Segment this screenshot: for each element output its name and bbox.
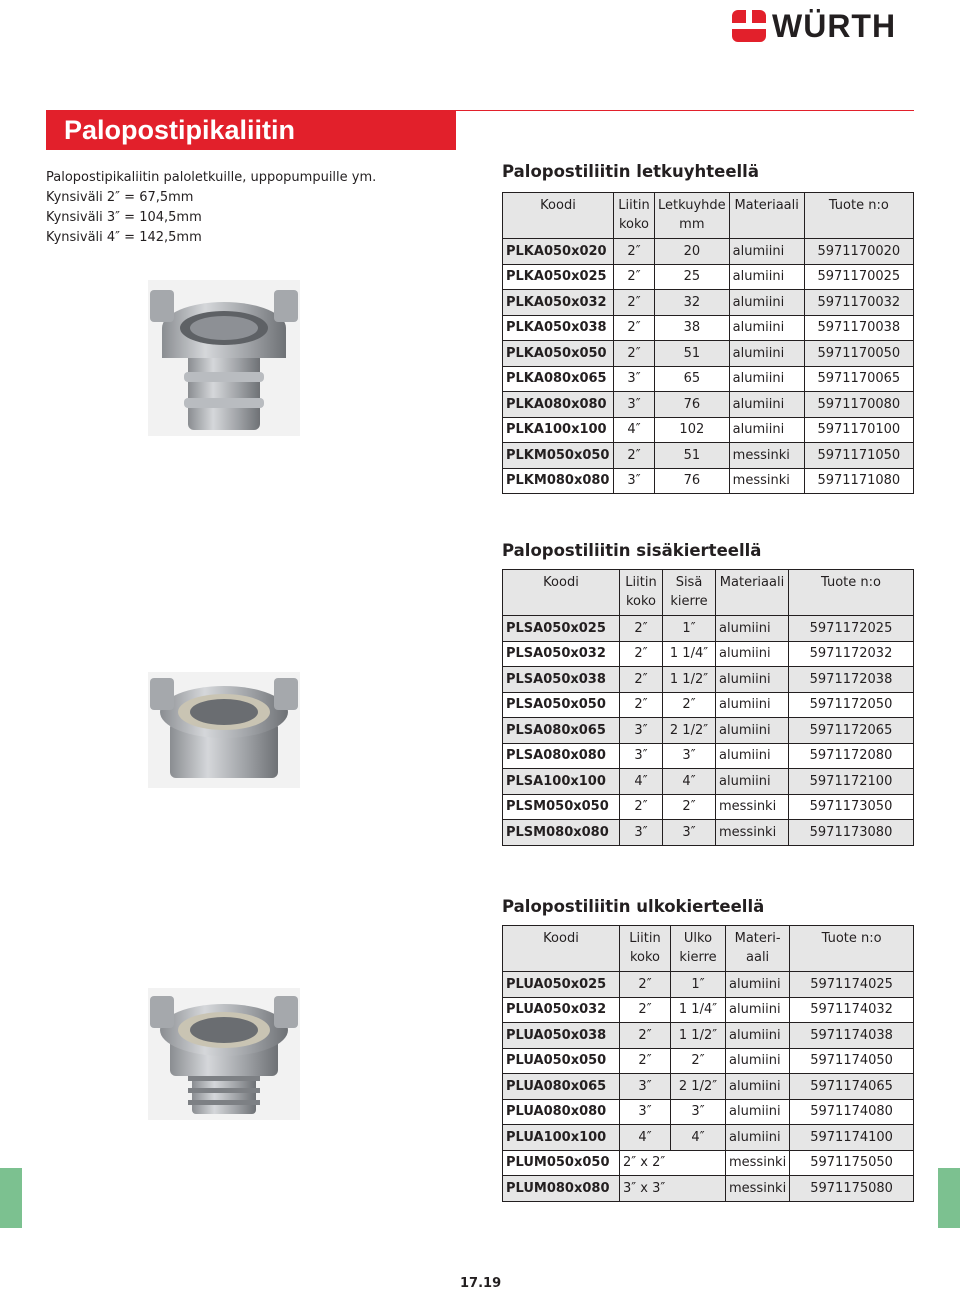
spec-cell: 32 — [655, 290, 730, 316]
intro-line: Kynsiväli 4″ = 142,5mm — [46, 230, 202, 245]
code-cell: PLSA050x032 — [503, 641, 620, 667]
spec-cell: 3″ — [663, 820, 716, 846]
product-number-cell: 5971174025 — [790, 972, 914, 998]
size-cell: 2″ x 2″ — [620, 1150, 726, 1176]
size-cell: 3″ x 3″ — [620, 1176, 726, 1202]
spec-cell: 1 1/2″ — [671, 1023, 726, 1049]
intro-text — [46, 168, 376, 248]
product-number-cell: 5971174032 — [790, 997, 914, 1023]
spec-cell: 76 — [655, 468, 730, 494]
size-cell: 3″ — [620, 820, 663, 846]
table-row — [503, 794, 914, 820]
size-cell: 2″ — [614, 341, 655, 367]
column-header: Tuote n:o — [804, 193, 913, 239]
material-cell: alumiini — [726, 1048, 790, 1074]
code-cell: PLUM050x050 — [503, 1150, 620, 1176]
product-number-cell: 5971170050 — [804, 341, 913, 367]
column-header: Koodi — [503, 570, 620, 616]
table-row — [503, 1150, 914, 1176]
size-cell: 2″ — [614, 290, 655, 316]
side-tab-left — [0, 1168, 22, 1228]
size-cell: 2″ — [620, 667, 663, 693]
spec-cell: 1″ — [663, 616, 716, 642]
code-cell: PLSA080x080 — [503, 743, 620, 769]
spec-cell: 25 — [655, 264, 730, 290]
size-cell: 4″ — [620, 769, 663, 795]
size-cell: 3″ — [620, 718, 663, 744]
wurth-logo — [730, 6, 920, 46]
code-cell: PLSA100x100 — [503, 769, 620, 795]
code-cell: PLKA050x025 — [503, 264, 614, 290]
product-image-internal-thread-coupling — [148, 672, 300, 788]
material-cell: alumiini — [729, 417, 804, 443]
column-header: Liitin koko — [620, 926, 671, 972]
spec-cell: 2″ — [663, 692, 716, 718]
table-row — [503, 616, 914, 642]
code-cell: PLSA050x050 — [503, 692, 620, 718]
spec-cell: 2 1/2″ — [663, 718, 716, 744]
column-header: Materiaali — [716, 570, 789, 616]
table-row — [503, 264, 914, 290]
table-row — [503, 718, 914, 744]
product-number-cell: 5971174065 — [790, 1074, 914, 1100]
material-cell: alumiini — [726, 1125, 790, 1151]
size-cell: 2″ — [620, 616, 663, 642]
table-row — [503, 392, 914, 418]
code-cell: PLKA050x050 — [503, 341, 614, 367]
size-cell: 3″ — [620, 743, 663, 769]
size-cell: 2″ — [614, 443, 655, 469]
code-cell: PLKA050x020 — [503, 239, 614, 265]
side-tab-right — [938, 1168, 960, 1228]
title-bar — [46, 110, 456, 150]
material-cell: alumiini — [716, 718, 789, 744]
product-number-cell: 5971173050 — [789, 794, 914, 820]
product-image-hose-coupling — [148, 280, 300, 436]
spec-cell: 51 — [655, 443, 730, 469]
table-row — [503, 1125, 914, 1151]
size-cell: 2″ — [620, 997, 671, 1023]
table-row — [503, 743, 914, 769]
size-cell: 3″ — [620, 1074, 671, 1100]
size-cell: 2″ — [614, 264, 655, 290]
product-number-cell: 5971172100 — [789, 769, 914, 795]
code-cell: PLUA050x032 — [503, 997, 620, 1023]
product-number-cell: 5971171050 — [804, 443, 913, 469]
table-row — [503, 1048, 914, 1074]
size-cell: 3″ — [614, 366, 655, 392]
code-cell: PLKA100x100 — [503, 417, 614, 443]
intro-line: Palopostipikaliitin paloletkuille, uppopumpuille ym. — [46, 170, 377, 185]
table-row — [503, 641, 914, 667]
table-row — [503, 1176, 914, 1202]
section-title: Palopostiliitin ulkokierteellä — [502, 897, 765, 916]
material-cell: alumiini — [716, 769, 789, 795]
product-number-cell: 5971173080 — [789, 820, 914, 846]
size-cell: 2″ — [620, 1023, 671, 1049]
code-cell: PLKA080x065 — [503, 366, 614, 392]
table-header-row — [503, 570, 914, 616]
code-cell: PLKA050x038 — [503, 315, 614, 341]
product-number-cell: 5971175080 — [790, 1176, 914, 1202]
product-number-cell: 5971172050 — [789, 692, 914, 718]
product-number-cell: 5971170038 — [804, 315, 913, 341]
column-header: Materi- aali — [726, 926, 790, 972]
product-table — [502, 569, 914, 846]
code-cell: PLUA100x100 — [503, 1125, 620, 1151]
column-header: Letkuyhde mm — [655, 193, 730, 239]
code-cell: PLUA050x038 — [503, 1023, 620, 1049]
size-cell: 2″ — [620, 794, 663, 820]
size-cell: 2″ — [620, 641, 663, 667]
table-header-row — [503, 193, 914, 239]
table-row — [503, 366, 914, 392]
material-cell: alumiini — [716, 616, 789, 642]
material-cell: alumiini — [729, 366, 804, 392]
spec-cell: 38 — [655, 315, 730, 341]
table-row — [503, 692, 914, 718]
page-title: Palopostipikaliitin — [64, 115, 296, 145]
product-number-cell: 5971175050 — [790, 1150, 914, 1176]
product-number-cell: 5971170080 — [804, 392, 913, 418]
code-cell: PLUA080x065 — [503, 1074, 620, 1100]
code-cell: PLUA050x050 — [503, 1048, 620, 1074]
table-row — [503, 290, 914, 316]
column-header: Ulko kierre — [671, 926, 726, 972]
material-cell: alumiini — [716, 743, 789, 769]
intro-line: Kynsiväli 2″ = 67,5mm — [46, 190, 194, 205]
spec-cell: 1″ — [671, 972, 726, 998]
size-cell: 4″ — [614, 417, 655, 443]
product-number-cell: 5971170025 — [804, 264, 913, 290]
table-row — [503, 972, 914, 998]
product-number-cell: 5971170020 — [804, 239, 913, 265]
product-number-cell: 5971174050 — [790, 1048, 914, 1074]
spec-cell: 2″ — [663, 794, 716, 820]
material-cell: alumiini — [716, 641, 789, 667]
material-cell: alumiini — [729, 264, 804, 290]
material-cell: alumiini — [729, 290, 804, 316]
spec-cell: 4″ — [671, 1125, 726, 1151]
product-table — [502, 192, 914, 494]
column-header: Tuote n:o — [790, 926, 914, 972]
column-header: Sisä kierre — [663, 570, 716, 616]
material-cell: messinki — [716, 794, 789, 820]
material-cell: messinki — [729, 468, 804, 494]
product-number-cell: 5971172065 — [789, 718, 914, 744]
column-header: Tuote n:o — [789, 570, 914, 616]
material-cell: alumiini — [726, 997, 790, 1023]
material-cell: alumiini — [726, 1023, 790, 1049]
table-row — [503, 1099, 914, 1125]
column-header: Liitin koko — [614, 193, 655, 239]
table-row — [503, 997, 914, 1023]
material-cell: messinki — [726, 1150, 790, 1176]
material-cell: alumiini — [726, 1099, 790, 1125]
material-cell: alumiini — [729, 239, 804, 265]
spec-cell: 2″ — [671, 1048, 726, 1074]
product-number-cell: 5971172080 — [789, 743, 914, 769]
table-row — [503, 1023, 914, 1049]
product-number-cell: 5971172038 — [789, 667, 914, 693]
product-number-cell: 5971174038 — [790, 1023, 914, 1049]
spec-cell: 20 — [655, 239, 730, 265]
table-row — [503, 443, 914, 469]
column-header: Liitin koko — [620, 570, 663, 616]
size-cell: 2″ — [620, 1048, 671, 1074]
product-number-cell: 5971170065 — [804, 366, 913, 392]
product-number-cell: 5971170100 — [804, 417, 913, 443]
wurth-logo-mark-icon — [730, 6, 770, 46]
material-cell: alumiini — [716, 692, 789, 718]
material-cell: messinki — [716, 820, 789, 846]
material-cell: messinki — [726, 1176, 790, 1202]
material-cell: alumiini — [716, 667, 789, 693]
spec-cell: 2 1/2″ — [671, 1074, 726, 1100]
size-cell: 2″ — [620, 972, 671, 998]
spec-cell: 76 — [655, 392, 730, 418]
product-number-cell: 5971171080 — [804, 468, 913, 494]
table-row — [503, 341, 914, 367]
size-cell: 2″ — [614, 315, 655, 341]
table-row — [503, 1074, 914, 1100]
spec-cell: 65 — [655, 366, 730, 392]
brand-name: WÜRTH — [772, 8, 897, 44]
table-row — [503, 667, 914, 693]
code-cell: PLUM080x080 — [503, 1176, 620, 1202]
code-cell: PLSA050x038 — [503, 667, 620, 693]
spec-cell: 4″ — [663, 769, 716, 795]
table-row — [503, 239, 914, 265]
section-title: Palopostiliitin sisäkierteellä — [502, 541, 762, 560]
code-cell: PLKA050x032 — [503, 290, 614, 316]
table-row — [503, 820, 914, 846]
spec-cell: 1 1/2″ — [663, 667, 716, 693]
section-title: Palopostiliitin letkuyhteellä — [502, 162, 759, 181]
material-cell: alumiini — [726, 972, 790, 998]
spec-cell: 102 — [655, 417, 730, 443]
table-row — [503, 315, 914, 341]
size-cell: 3″ — [620, 1099, 671, 1125]
product-image-external-thread-coupling — [148, 988, 300, 1120]
table-row — [503, 468, 914, 494]
table-row — [503, 417, 914, 443]
product-number-cell: 5971170032 — [804, 290, 913, 316]
size-cell: 2″ — [620, 692, 663, 718]
product-number-cell: 5971174080 — [790, 1099, 914, 1125]
size-cell: 3″ — [614, 392, 655, 418]
material-cell: alumiini — [729, 341, 804, 367]
table-header-row — [503, 926, 914, 972]
size-cell: 4″ — [620, 1125, 671, 1151]
spec-cell: 1 1/4″ — [671, 997, 726, 1023]
material-cell: alumiini — [729, 315, 804, 341]
code-cell: PLUA080x080 — [503, 1099, 620, 1125]
column-header: Materiaali — [729, 193, 804, 239]
size-cell: 2″ — [614, 239, 655, 265]
product-number-cell: 5971174100 — [790, 1125, 914, 1151]
code-cell: PLKM080x080 — [503, 468, 614, 494]
material-cell: alumiini — [726, 1074, 790, 1100]
code-cell: PLKA080x080 — [503, 392, 614, 418]
spec-cell: 1 1/4″ — [663, 641, 716, 667]
spec-cell: 3″ — [671, 1099, 726, 1125]
material-cell: messinki — [729, 443, 804, 469]
table-row — [503, 769, 914, 795]
code-cell: PLSA080x065 — [503, 718, 620, 744]
code-cell: PLSM050x050 — [503, 794, 620, 820]
top-rule — [456, 110, 914, 111]
code-cell: PLSM080x080 — [503, 820, 620, 846]
product-number-cell: 5971172025 — [789, 616, 914, 642]
code-cell: PLUA050x025 — [503, 972, 620, 998]
spec-cell: 51 — [655, 341, 730, 367]
code-cell: PLSA050x025 — [503, 616, 620, 642]
product-number-cell: 5971172032 — [789, 641, 914, 667]
column-header: Koodi — [503, 193, 614, 239]
material-cell: alumiini — [729, 392, 804, 418]
size-cell: 3″ — [614, 468, 655, 494]
intro-line: Kynsiväli 3″ = 104,5mm — [46, 210, 202, 225]
product-table — [502, 925, 914, 1202]
page-number: 17.19 — [460, 1276, 502, 1291]
code-cell: PLKM050x050 — [503, 443, 614, 469]
column-header: Koodi — [503, 926, 620, 972]
spec-cell: 3″ — [663, 743, 716, 769]
